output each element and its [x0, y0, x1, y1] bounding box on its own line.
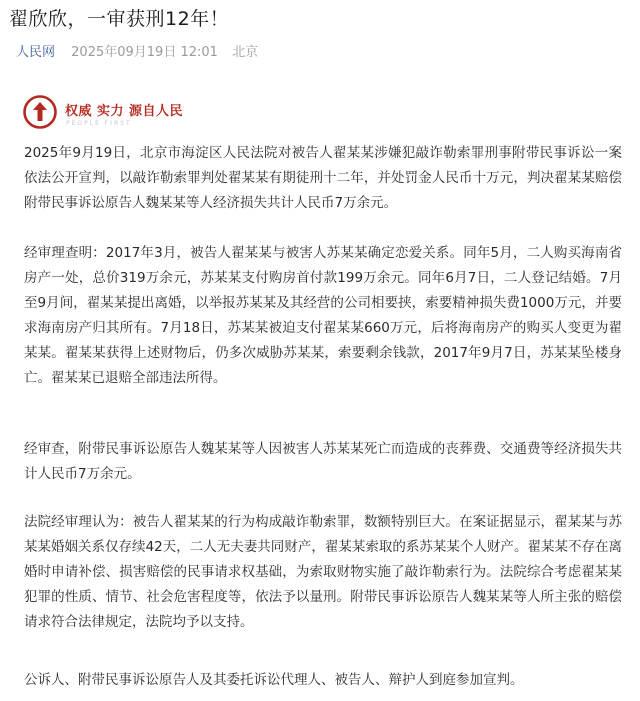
paragraph-court-opinion: 法院经审理认为：被告人翟某某的行为构成敲诈勒索罪，数额特别巨大。在案证据显示，翟某某与苏某某婚姻关系仅存续42天，二人无夫妻共同财产，翟某某索取的系苏某某个人财产。翟某某不存在离婚时申请补偿、损害赔偿的民事请求权基础，为索取财物实施了敲诈勒索行为。法院综合考虑翟某某犯罪的性质、情节、社会危害程度等，依法予以量刑。附带民事诉讼原告人魏某某等人所主张的赔偿请求符合法律规定，法院均予以支持。: [24, 514, 622, 630]
publish-location: 北京: [232, 45, 259, 60]
article-meta: [16, 44, 258, 62]
source-link[interactable]: 人民网: [16, 45, 56, 60]
banner-slogan: 权威 实力 源自人民: [65, 104, 184, 119]
paragraph-findings: 经审理查明：2017年3月，被告人翟某某与被害人苏某某确定恋爱关系。同年5月，二人购买海南省房产一处，总价319万余元，苏某某支付购房首付款199万余元。同年6月7日，二人登记结婚。7月至9月间，翟某某提出离婚，以举报苏某某及其经营的公司相要挟，索要精神损失费1000万元，并要求海南房产归其所有。7月18日，苏某某被迫支付翟某某660万元，后将海南房产的购买人变更为翟某某。翟某某获得上述财物后，仍多次威胁苏某某，索要剩余钱款，2017年9月7日，苏某某坠楼身亡。翟某某已退赔全部违法所得。: [24, 245, 622, 386]
banner-slogan-en: PEOPLE FIRST: [66, 120, 132, 127]
publish-date: 2025年09月19日 12:01: [71, 45, 218, 60]
paragraph-attendance: 公诉人、附带民事诉讼原告人及其委托诉讼代理人、被告人、辩护人到庭参加宣判。: [24, 672, 524, 688]
brand-banner: [22, 94, 222, 134]
people-daily-arrow-icon: [22, 94, 58, 130]
paragraph-verdict-summary: 2025年9月19日，北京市海淀区人民法院对被告人翟某某涉嫌犯敲诈勒索罪刑事附带民事诉讼一案依法公开宣判，以敲诈勒索罪判处翟某某有期徒刑十二年，并处罚金人民币十万元，判决翟某某赔偿附带民事诉讼原告人魏某某等人经济损失共计人民币7万余元。: [24, 145, 622, 211]
paragraph-losses: 经审查，附带民事诉讼原告人魏某某等人因被害人苏某某死亡而造成的丧葬费、交通费等经济损失共计人民币7万余元。: [24, 441, 622, 482]
article-headline: 翟欣欣，一审获刑12年！: [9, 8, 230, 30]
